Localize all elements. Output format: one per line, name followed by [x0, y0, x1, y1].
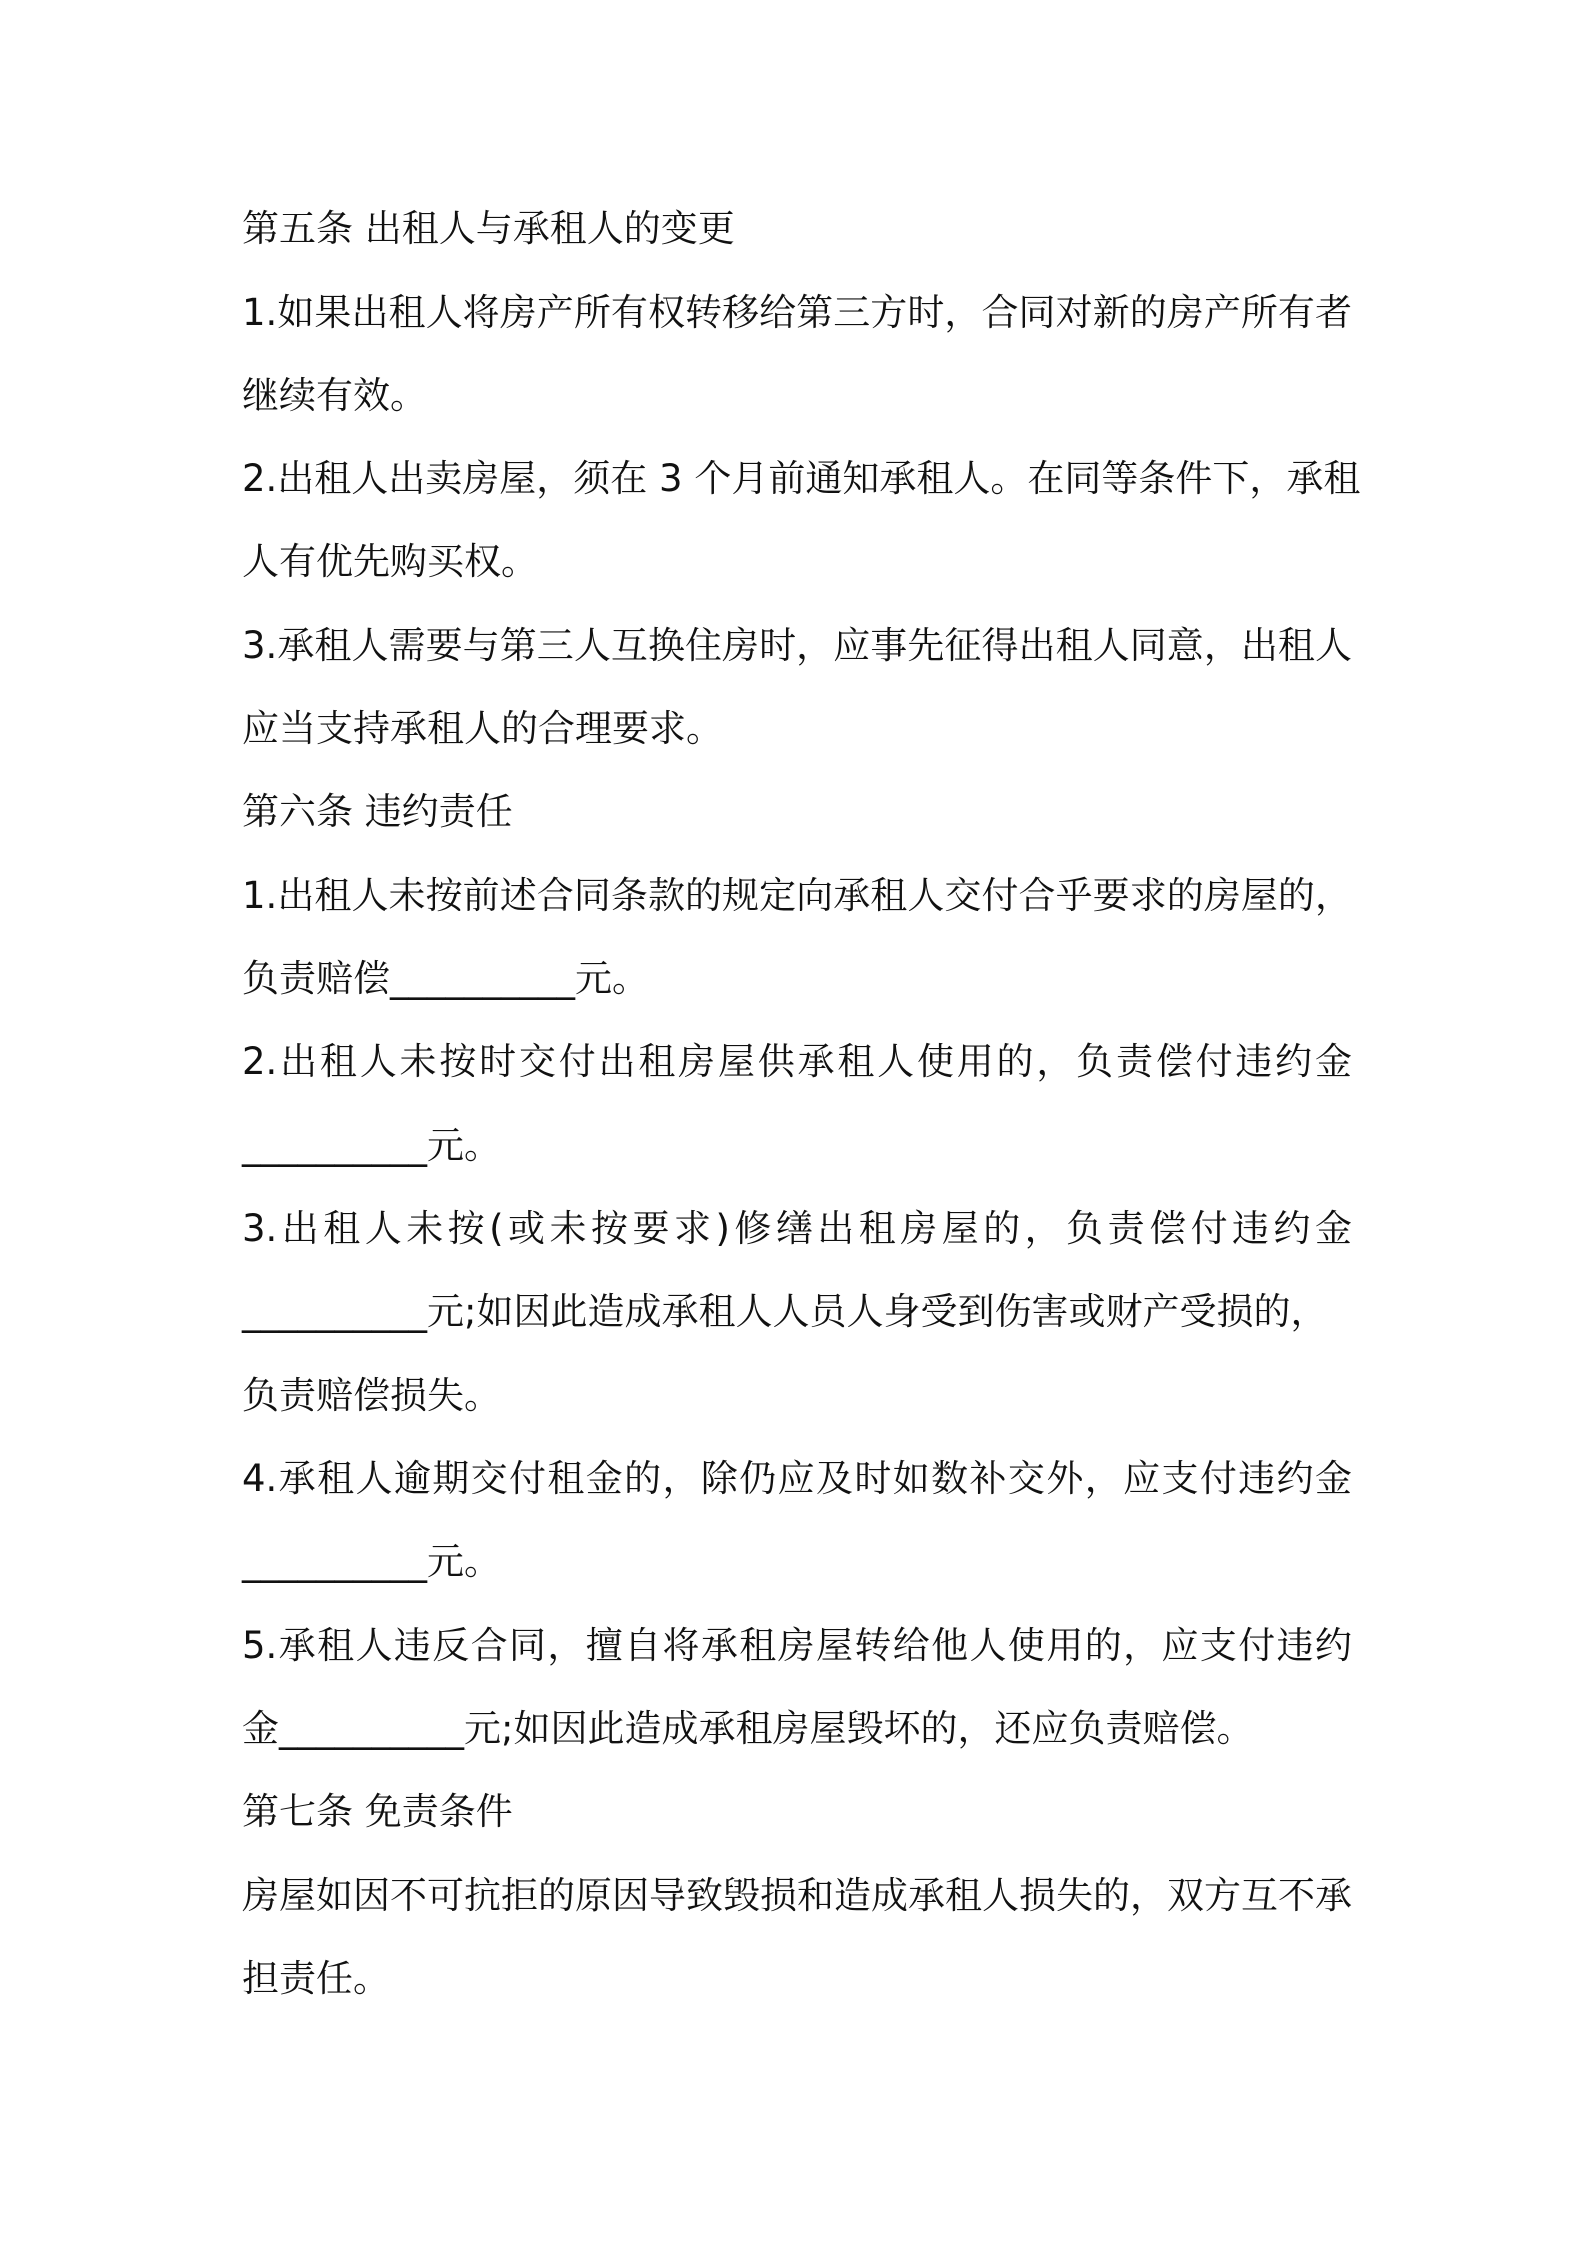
article-5-clause-1-line-1: 1.如果出租人将房产所有权转移给第三方时，合同对新的房产所有者 — [242, 291, 1352, 334]
article-5-clause-1-line-2: 继续有效。 — [242, 374, 427, 417]
article-6-clause-4-line-1: 4.承租人逾期交付租金的，除仍应及时如数补交外，应支付违约金 — [242, 1457, 1352, 1500]
article-5-heading: 第五条 出租人与承租人的变更 — [242, 207, 735, 250]
article-6-clause-3-line-3: 负责赔偿损失。 — [242, 1374, 501, 1417]
article-7-text-line-2: 担责任。 — [242, 1957, 390, 2000]
article-5-clause-3-line-2: 应当支持承租人的合理要求。 — [242, 707, 723, 750]
article-6-clause-3-line-1: 3.出租人未按(或未按要求)修缮出租房屋的，负责偿付违约金 — [242, 1207, 1352, 1250]
article-6-clause-5-line-1: 5.承租人违反合同，擅自将承租房屋转给他人使用的，应支付违约 — [242, 1624, 1352, 1667]
article-5-clause-2-line-1: 2.出租人出卖房屋，须在 3 个月前通知承租人。在同等条件下，承租 — [242, 457, 1361, 500]
article-6-clause-2-line-2: __________元。 — [242, 1124, 501, 1167]
article-6-heading: 第六条 违约责任 — [242, 790, 513, 833]
article-6-clause-5-line-2: 金__________元;如因此造成承租房屋毁坏的，还应负责赔偿。 — [242, 1707, 1254, 1750]
article-6-clause-3-line-2: __________元;如因此造成承租人人员人身受到伤害或财产受损的， — [242, 1290, 1328, 1333]
article-6-clause-1-line-1: 1.出租人未按前述合同条款的规定向承租人交付合乎要求的房屋的， — [242, 874, 1352, 917]
article-6-clause-4-line-2: __________元。 — [242, 1540, 501, 1583]
article-5-clause-3-line-1: 3.承租人需要与第三人互换住房时，应事先征得出租人同意，出租人 — [242, 624, 1352, 667]
article-7-heading: 第七条 免责条件 — [242, 1790, 513, 1833]
article-6-clause-1-line-2: 负责赔偿__________元。 — [242, 957, 649, 1000]
article-5-clause-2-line-2: 人有优先购买权。 — [242, 540, 538, 583]
article-6-clause-2-line-1: 2.出租人未按时交付出租房屋供承租人使用的，负责偿付违约金 — [242, 1040, 1352, 1083]
article-7-text-line-1: 房屋如因不可抗拒的原因导致毁损和造成承租人损失的，双方互不承 — [242, 1874, 1352, 1917]
